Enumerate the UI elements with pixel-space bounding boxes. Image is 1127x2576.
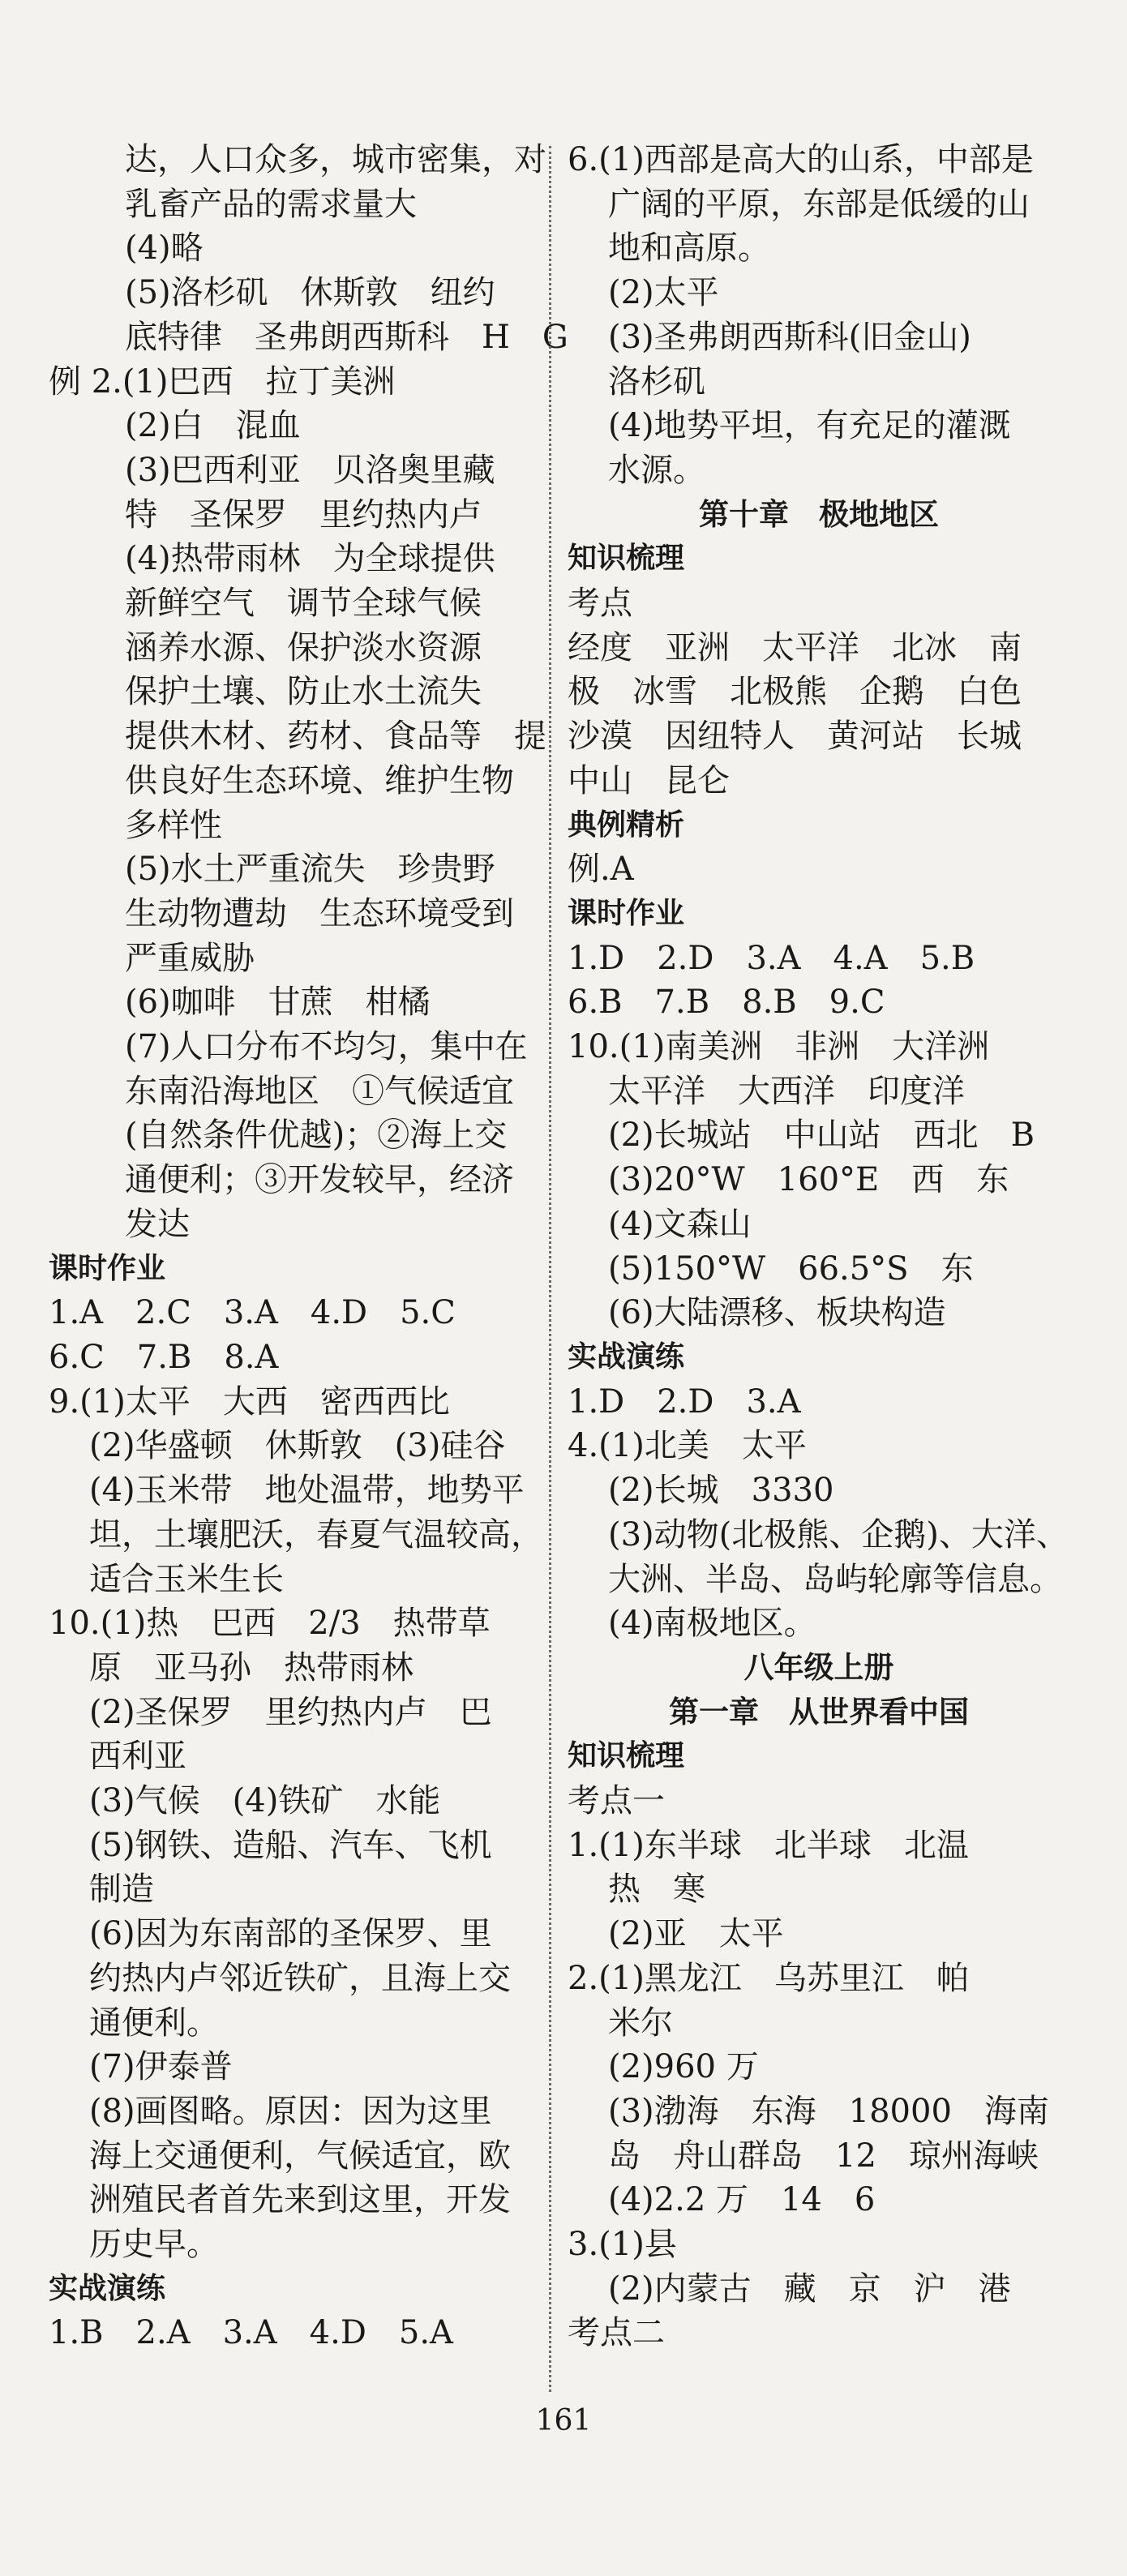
answer-line: 洛杉矶 bbox=[608, 362, 705, 401]
answer-line: 约热内卢邻近铁矿，且海上交 bbox=[89, 1959, 511, 1997]
answer-line: 1.A 2.C 3.A 4.D 5.C bbox=[49, 1294, 456, 1332]
answer-line: 适合玉米生长 bbox=[89, 1560, 284, 1598]
answer-line: 6.B 7.B 8.B 9.C bbox=[568, 984, 885, 1022]
answer-line: 1.D 2.D 3.A bbox=[568, 1382, 801, 1421]
answer-line: 9.(1)太平 大西 密西西比 bbox=[49, 1382, 450, 1421]
answer-line: (6)大陆漂移、板块构造 bbox=[608, 1294, 946, 1332]
answer-line: 地和高原。 bbox=[608, 229, 770, 268]
answer-line: 西利亚 bbox=[89, 1738, 186, 1776]
answer-line: 米尔 bbox=[608, 2004, 673, 2042]
answer-line: 例 2.(1)巴西 拉丁美洲 bbox=[49, 362, 396, 401]
answer-line: 10.(1)南美洲 非洲 大洋洲 bbox=[568, 1028, 990, 1066]
answer-line: (2)960 万 bbox=[608, 2048, 759, 2086]
answer-line: 原 亚马孙 热带雨林 bbox=[89, 1648, 414, 1687]
answer-line: 生动物遭劫 生态环境受到 bbox=[125, 894, 514, 932]
answer-line: 海上交通便利，气候适宜，欧 bbox=[89, 2137, 511, 2175]
chapter-title: 八年级上册 bbox=[743, 1649, 894, 1685]
answer-line: 10.(1)热 巴西 2/3 热带草 bbox=[49, 1605, 491, 1643]
answer-line: 经度 亚洲 太平洋 北冰 南 bbox=[568, 628, 1022, 667]
answer-line: (5)150°W 66.5°S 东 bbox=[608, 1249, 974, 1288]
answer-line: 多样性 bbox=[125, 806, 222, 844]
answer-line: (2)白 混血 bbox=[125, 407, 301, 445]
answer-line: (3)气候 (4)铁矿 水能 bbox=[89, 1782, 441, 1820]
section-heading: 知识梳理 bbox=[568, 1739, 685, 1773]
answer-line: (3)动物(北极熊、企鹅)、大洋、 bbox=[608, 1515, 1069, 1554]
answer-line: (6)因为东南部的圣保罗、里 bbox=[89, 1915, 492, 1953]
section-heading: 典例精析 bbox=[568, 808, 685, 842]
answer-line: 通便利。 bbox=[89, 2004, 219, 2042]
answer-line: (5)水土严重流失 珍贵野 bbox=[125, 851, 495, 889]
answer-line: (4)2.2 万 14 6 bbox=[608, 2181, 876, 2219]
answer-line: (6)咖啡 甘蔗 柑橘 bbox=[125, 984, 431, 1022]
answer-line: 广阔的平原，东部是低缓的山 bbox=[608, 185, 1030, 223]
answer-line: 洲殖民者首先来到这里，开发 bbox=[89, 2181, 511, 2219]
answer-line: 1.(1)东半球 北半球 北温 bbox=[568, 1826, 969, 1864]
answer-line: (8)画图略。原因：因为这里 bbox=[89, 2092, 492, 2130]
answer-line: 岛 舟山群岛 12 琼州海峡 bbox=[608, 2137, 1039, 2175]
answer-line: (2)内蒙古 藏 京 沪 港 bbox=[608, 2270, 1011, 2308]
answer-line: 考点二 bbox=[568, 2314, 665, 2352]
answer-line: (5)洛杉矶 休斯敦 纽约 bbox=[125, 274, 495, 312]
answer-line: 水源。 bbox=[608, 451, 705, 489]
answer-line: 热 寒 bbox=[608, 1871, 705, 1909]
answer-line: (2)长城 3330 bbox=[608, 1472, 834, 1510]
section-heading: 课时作业 bbox=[49, 1251, 166, 1285]
answer-line: 供良好生态环境、维护生物 bbox=[125, 761, 514, 799]
left-column bbox=[49, 138, 568, 2355]
answer-line: (4)文森山 bbox=[608, 1205, 752, 1243]
answer-line: 发达 bbox=[125, 1205, 190, 1243]
answer-line: (2)长城站 中山站 西北 B bbox=[608, 1117, 1035, 1155]
answer-line: (4)地势平坦，有充足的灌溉 bbox=[608, 407, 1011, 445]
column-divider bbox=[549, 146, 551, 2392]
section-heading: 课时作业 bbox=[568, 896, 685, 930]
answer-line: 底特律 圣弗朗西斯科 H G bbox=[125, 318, 568, 356]
answer-line: 考点 bbox=[568, 585, 632, 623]
answer-line: (2)华盛顿 休斯敦 (3)硅谷 bbox=[89, 1427, 506, 1465]
answer-line: 保护土壤、防止水土流失 bbox=[125, 673, 482, 711]
answer-line: 通便利；③开发较早，经济 bbox=[125, 1161, 514, 1199]
answer-line: 4.(1)北美 太平 bbox=[568, 1427, 807, 1465]
answer-line: (4)热带雨林 为全球提供 bbox=[125, 540, 495, 578]
answer-line: 达，人口众多，城市密集，对 bbox=[125, 141, 546, 178]
answer-line: 涵养水源、保护淡水资源 bbox=[125, 628, 482, 667]
answer-line: (4)略 bbox=[125, 229, 204, 268]
answer-line: 极 冰雪 北极熊 企鹅 白色 bbox=[568, 673, 1022, 711]
answer-line: 例.A bbox=[568, 851, 634, 889]
answer-line: (3)巴西利亚 贝洛奥里藏 bbox=[125, 451, 495, 489]
answer-line: 2.(1)黑龙江 乌苏里江 帕 bbox=[568, 1959, 969, 1997]
answer-line: 严重威胁 bbox=[125, 939, 255, 977]
answer-line: 太平洋 大西洋 印度洋 bbox=[608, 1072, 965, 1110]
answer-line: 6.C 7.B 8.A bbox=[49, 1338, 279, 1376]
answer-line: 6.(1)西部是高大的山系，中部是 bbox=[568, 141, 1034, 178]
answer-line: (7)伊泰普 bbox=[89, 2048, 233, 2086]
answer-line: (2)太平 bbox=[608, 274, 719, 312]
answer-line: 1.B 2.A 3.A 4.D 5.A bbox=[49, 2314, 453, 2352]
answer-line: 制造 bbox=[89, 1871, 154, 1909]
answer-line: (3)渤海 东海 18000 海南 bbox=[608, 2092, 1049, 2130]
answer-line: (7)人口分布不均匀，集中在 bbox=[125, 1028, 528, 1066]
answer-line: (2)圣保罗 里约热内卢 巴 bbox=[89, 1693, 492, 1731]
answer-line: 历史早。 bbox=[89, 2226, 219, 2264]
answer-line: 特 圣保罗 里约热内卢 bbox=[125, 495, 482, 534]
answer-line: 东南沿海地区 ①气候适宜 bbox=[125, 1072, 514, 1110]
section-heading: 知识梳理 bbox=[568, 542, 685, 576]
page-number: 161 bbox=[535, 2404, 592, 2437]
answer-line: 考点一 bbox=[568, 1782, 665, 1820]
answer-line: (4)玉米带 地处温带，地势平 bbox=[89, 1472, 525, 1510]
right-column bbox=[568, 138, 1070, 2355]
answer-line: (3)20°W 160°E 西 东 bbox=[608, 1161, 1009, 1199]
answer-line: 大洲、半岛、岛屿轮廓等信息。 bbox=[608, 1560, 1062, 1598]
answer-line: (4)南极地区。 bbox=[608, 1605, 816, 1643]
chapter-title: 第一章 从世界看中国 bbox=[669, 1694, 969, 1729]
chapter-title: 第十章 极地地区 bbox=[699, 496, 939, 532]
answer-line: 坦，土壤肥沃，春夏气温较高， bbox=[89, 1515, 543, 1554]
section-heading: 实战演练 bbox=[568, 1339, 685, 1374]
answer-line: (3)圣弗朗西斯科(旧金山) bbox=[608, 318, 971, 356]
answer-line: 新鲜空气 调节全球气候 bbox=[125, 585, 482, 623]
answer-line: 乳畜产品的需求量大 bbox=[125, 185, 417, 223]
answer-line: (2)亚 太平 bbox=[608, 1915, 784, 1953]
answer-line: 中山 昆仑 bbox=[568, 761, 730, 799]
answer-line: 沙漠 因纽特人 黄河站 长城 bbox=[568, 718, 1022, 756]
answer-line: (自然条件优越)；②海上交 bbox=[125, 1117, 508, 1155]
answer-line: 1.D 2.D 3.A 4.A 5.B bbox=[568, 939, 975, 977]
answer-line: (5)钢铁、造船、汽车、飞机 bbox=[89, 1826, 492, 1864]
answer-line: 提供木材、药材、食品等 提 bbox=[125, 718, 546, 756]
answer-line: 3.(1)县 bbox=[568, 2226, 677, 2264]
section-heading: 实战演练 bbox=[49, 2271, 166, 2305]
